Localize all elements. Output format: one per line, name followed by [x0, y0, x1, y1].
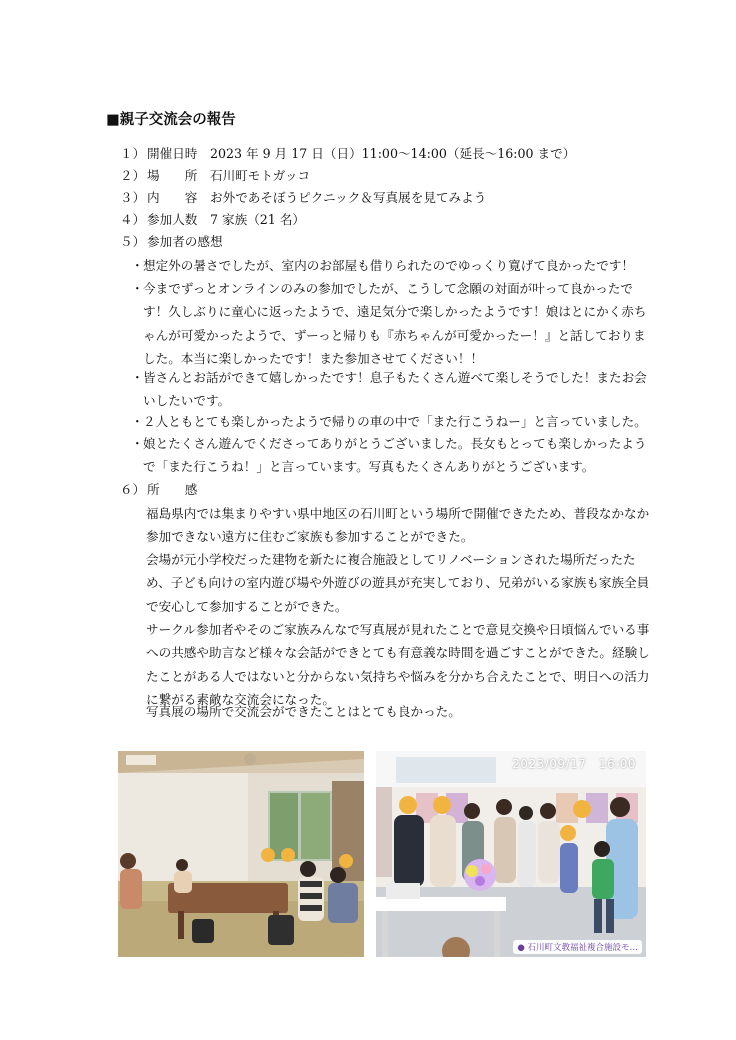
- item-number: ５）: [120, 234, 146, 249]
- bullet-mark: ・: [131, 414, 144, 429]
- item-number: ４）: [120, 212, 146, 227]
- item-label: 参加者の感想: [147, 234, 223, 249]
- item-label: 参加人数: [147, 212, 198, 227]
- item-number: １）: [120, 146, 146, 161]
- bullet-mark: ・: [131, 436, 144, 451]
- bullet-mark: ・: [131, 281, 144, 296]
- reflection-paragraph-4: 写真展の場所で交流会ができたことはとても良かった。: [146, 704, 461, 719]
- photo-indoor-gathering: [118, 751, 364, 957]
- item-label: 場 所: [147, 168, 198, 183]
- impression-3: 皆さんとお話ができて嬉しかったです！息子もたくさん遊べて楽しそうでした！またお会いしたいです。: [143, 370, 647, 409]
- item-value: お外であそぼうピクニック＆写真展を見てみよう: [210, 190, 487, 205]
- bullet-mark: ・: [131, 370, 144, 385]
- report-title: ■親子交流会の報告: [106, 112, 236, 128]
- photo-group-exhibition: [376, 751, 646, 957]
- impression-1: 想定外の暑さでしたが、室内のお部屋も借りられたのでゆっくり寛げて良かったです！: [143, 258, 635, 273]
- impression-2: 今までずっとオンラインのみの参加でしたが、こうして念願の対面が叶って良かったです！久しぶりに童心に返ったようで、遠足気分で楽しかったようです！娘はとにかく赤ちゃんが可愛かったようで、ずーっと帰りも『赤ちゃんが可愛かったー！』と話しておりました。本当に楽しかったです！また参加させてください！！: [143, 281, 647, 366]
- photo-location-tag: ● 石川町文教福祉複合施設モ…: [513, 940, 642, 954]
- reflection-paragraph-2: 会場が元小学校だった建物を新たに複合施設としてリノベーションされた場所だったため、子ども向けの室内遊び場や外遊びの遊具が充実しており、兄弟がいる家族も家族全員で安心して参加することができた。: [146, 552, 650, 614]
- item-label: 内 容: [147, 190, 198, 205]
- item-label: 開催日時: [147, 146, 198, 161]
- photo-timestamp: 2023/09/17 16:00: [512, 757, 636, 771]
- item-value: 2023 年 9 月 17 日（日）11:00～14:00（延長～16:00 まで）: [210, 146, 576, 161]
- item-number: ３）: [120, 190, 146, 205]
- reflection-paragraph-1: 福島県内では集まりやすい県中地区の石川町という場所で開催できたため、普段なかなか参加できない遠方に住むご家族も参加することができた。: [146, 506, 650, 545]
- reflection-paragraph-3: サークル参加者やそのご家族みんなで写真展が見れたことで意見交換や日頃悩んでいる事への共感や助言など様々な会話ができとても有意義な時間を過ごすことができた。経験したことがある人ではないと分からない気持ちや悩みを分かち合えたことで、明日への活力に繋がる素敵な交流会になった。: [146, 622, 650, 708]
- impression-5: 娘とたくさん遊んでくださってありがとうございました。長女もとっても楽しかったようで「また行こうね！」と言っています。写真もたくさんありがとうございます。: [143, 436, 647, 475]
- item-label: 所 感: [147, 482, 198, 497]
- bullet-mark: ・: [131, 258, 144, 273]
- item-number: ６）: [120, 482, 146, 497]
- item-number: ２）: [120, 168, 146, 183]
- item-value: 7 家族（21 名）: [210, 212, 306, 227]
- impression-4: ２人ともとても楽しかったようで帰りの車の中で「また行こうねー」と言っていました。: [143, 414, 647, 429]
- item-value: 石川町モトガッコ: [210, 168, 311, 183]
